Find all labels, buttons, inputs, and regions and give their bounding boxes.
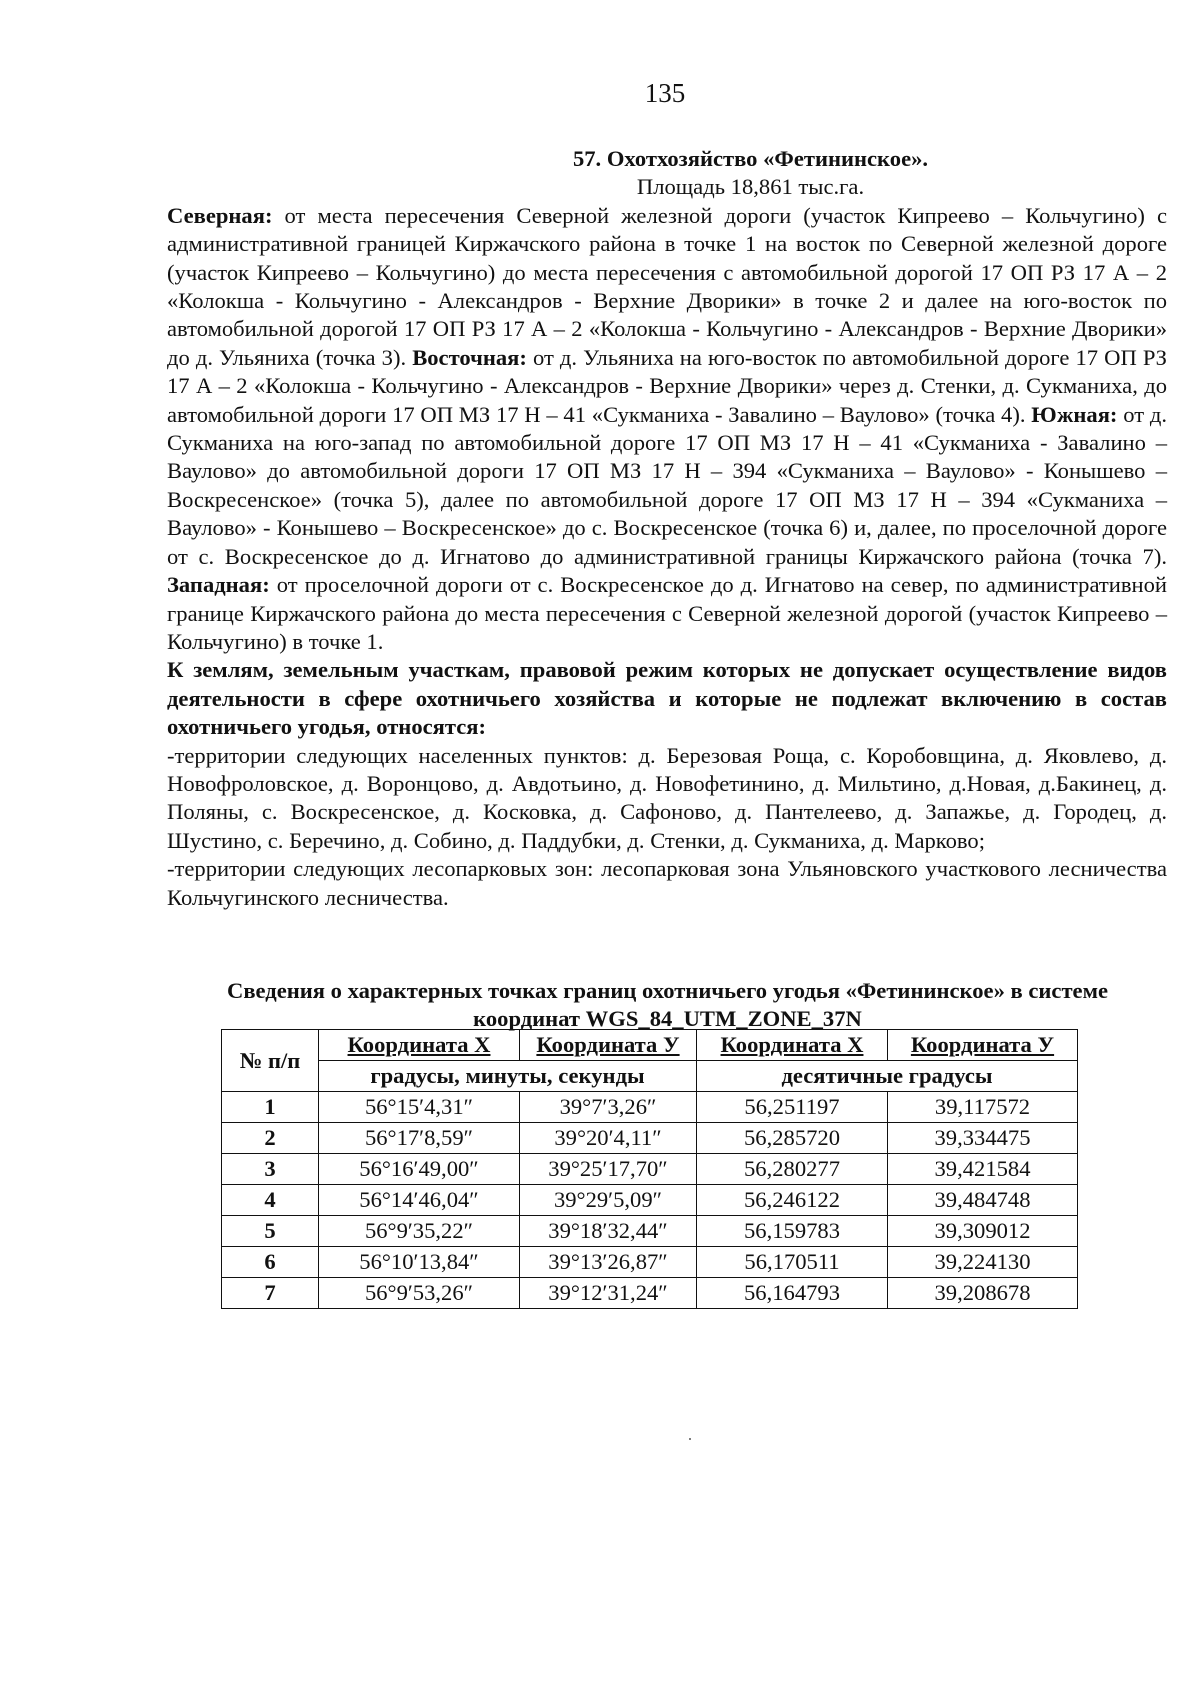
table-row bbox=[222, 1278, 1078, 1309]
row-number-cell: 4 bbox=[222, 1185, 319, 1216]
document-body bbox=[167, 145, 1167, 912]
coordinate-cell: 56°14′46,04″ bbox=[319, 1185, 520, 1216]
coordinate-cell: 39,208678 bbox=[888, 1278, 1078, 1309]
table-title-line2: координат WGS_84_UTM_ZONE_37N bbox=[473, 1006, 862, 1031]
table-row bbox=[222, 1216, 1078, 1247]
table-row bbox=[222, 1154, 1078, 1185]
coordinate-cell: 56°10′13,84″ bbox=[319, 1247, 520, 1278]
north-text: от места пересечения Северной железной дороги (участок Кипреево – Кольчугино) с административной границей Киржачского района в точке 1 на восток по Северной железной дороге (участок Кипреево – Кольчугино) до места пересечения с автомобильной дорогой 17 ОП РЗ 17 А – 2 «Колокша - Кольчугино - Александров - Верхние Дворики» в точке 2 и далее на юго-восток по автомобильной дорогой 17 ОП РЗ 17 А – 2 «Колокша - Кольчугино - Александров - Верхние Дворики» до д. Ульяниха (точка 3). bbox=[167, 202, 1167, 370]
section-title: 57. Охотхозяйство «Фетининское». bbox=[572, 146, 929, 171]
table-header-row bbox=[222, 1030, 1078, 1061]
coordinates-table bbox=[221, 1029, 1078, 1309]
header-y-dms: Координата У bbox=[520, 1030, 697, 1061]
speck bbox=[689, 1438, 691, 1440]
coordinate-cell: 39°20′4,11″ bbox=[520, 1123, 697, 1154]
header-x-dms: Координата X bbox=[319, 1030, 520, 1061]
table-body bbox=[222, 1092, 1078, 1309]
subheader-dec: десятичные градусы bbox=[697, 1061, 1078, 1092]
row-number-cell: 7 bbox=[222, 1278, 319, 1309]
boundary-description bbox=[167, 202, 1167, 657]
settlements-paragraph: -территории следующих населенных пунктов: д. Березовая Роща, с. Коробовщина, д. Яковлево, д. Новофроловское, д. Воронцово, д. Авдотьино, д. Новофетинино, д. Мильтино, д.Новая, д.Бакинец, д. Поляны, с. Воскресенское, д. Косковка, д. Сафоново, д. Пантелеево, д. Запажье, д. Городец, д. Шустино, с. Беречино, д. Собино, д. Паддубки, д. Стенки, д. Сукманиха, д. Марково; bbox=[167, 742, 1167, 853]
east-text: от д. Ульяниха на юго-восток по автомобильной дороге 17 ОП РЗ 17 А – 2 «Колокша - Кольчугино - Александров - Верхние Дворики» через д. Стенки, д. Сукманиха, до автомобильной дороги 17 ОП МЗ 17 Н – 41 «Сукманиха - Завалино – Ваулово» (точка 4). bbox=[167, 344, 1167, 427]
coordinate-cell: 56°16′49,00″ bbox=[319, 1154, 520, 1185]
table-subheader-row bbox=[222, 1061, 1078, 1092]
area-subtitle: Площадь 18,861 тыс.га. bbox=[636, 174, 865, 200]
south-text: от д. Сукманиха на юго-запад по автомобильной дороге 17 ОП МЗ 17 Н – 41 «Сукманиха - Завалино – Ваулово» до автомобильной дороги 17 ОП МЗ 17 Н – 394 «Сукманиха – Ваулово» - Конышево – Воскресенское» (точка 5), далее по автомобильной дороге 17 ОП МЗ 17 Н – 394 «Сукманиха – Ваулово» - Конышево – Воскресенское» до с. Воскресенское (точка 6) и, далее, по проселочной дороге от с. Воскресенское до д. Игнатово до административной границы Киржачского района (точка 7). bbox=[167, 401, 1167, 569]
west-label: Западная: bbox=[167, 572, 270, 598]
table-row bbox=[222, 1247, 1078, 1278]
coordinate-cell: 39,421584 bbox=[888, 1154, 1078, 1185]
coordinate-cell: 56,246122 bbox=[697, 1185, 888, 1216]
table-row bbox=[222, 1123, 1078, 1154]
coordinate-cell: 56°9′35,22″ bbox=[319, 1216, 520, 1247]
coordinate-cell: 56°17′8,59″ bbox=[319, 1123, 520, 1154]
row-number-cell: 1 bbox=[222, 1092, 319, 1123]
coordinate-cell: 56°15′4,31″ bbox=[319, 1092, 520, 1123]
coordinate-cell: 39°13′26,87″ bbox=[520, 1247, 697, 1278]
row-number-cell: 2 bbox=[222, 1123, 319, 1154]
south-label: Южная: bbox=[1031, 401, 1118, 427]
table-row bbox=[222, 1185, 1078, 1216]
coordinate-cell: 39,117572 bbox=[888, 1092, 1078, 1123]
coordinate-cell: 39,334475 bbox=[888, 1123, 1078, 1154]
header-number: № п/п bbox=[222, 1030, 319, 1092]
subheader-dms: градусы, минуты, секунды bbox=[319, 1061, 697, 1092]
row-number-cell: 3 bbox=[222, 1154, 319, 1185]
coordinate-cell: 39,484748 bbox=[888, 1185, 1078, 1216]
restrictions-heading: К землям, земельным участкам, правовой режим которых не допускает осуществление видов деятельности в сфере охотничьего хозяйства и которые не подлежат включению в состав охотничьего угодья, относятся: bbox=[167, 657, 1167, 740]
coordinate-cell: 56,170511 bbox=[697, 1247, 888, 1278]
forest-paragraph: -территории следующих лесопарковых зон: лесопарковая зона Ульяновского участкового лесничества Кольчугинского лесничества. bbox=[167, 856, 1167, 910]
coordinate-cell: 56,251197 bbox=[697, 1092, 888, 1123]
header-y-dec: Координата У bbox=[888, 1030, 1078, 1061]
coordinate-cell: 39,224130 bbox=[888, 1247, 1078, 1278]
coordinate-cell: 39°7′3,26″ bbox=[520, 1092, 697, 1123]
coordinate-cell: 56,164793 bbox=[697, 1278, 888, 1309]
table-title bbox=[160, 977, 1175, 1033]
coordinate-cell: 39°25′17,70″ bbox=[520, 1154, 697, 1185]
coordinate-cell: 39,309012 bbox=[888, 1216, 1078, 1247]
row-number-cell: 6 bbox=[222, 1247, 319, 1278]
coordinate-cell: 56,280277 bbox=[697, 1154, 888, 1185]
page-number: 135 bbox=[644, 78, 686, 108]
coordinate-cell: 39°29′5,09″ bbox=[520, 1185, 697, 1216]
coordinate-cell: 39°18′32,44″ bbox=[520, 1216, 697, 1247]
north-label: Северная: bbox=[167, 202, 273, 228]
header-x-dec: Координата X bbox=[697, 1030, 888, 1061]
west-text: от проселочной дороги от с. Воскресенское до д. Игнатово на север, по административной границе Киржачского района до места пересечения с Северной железной дорогой (участок Кипреево – Кольчугино) в точке 1. bbox=[167, 572, 1167, 654]
coordinate-cell: 56,159783 bbox=[697, 1216, 888, 1247]
coordinate-cell: 56,285720 bbox=[697, 1123, 888, 1154]
row-number-cell: 5 bbox=[222, 1216, 319, 1247]
east-label: Восточная: bbox=[412, 344, 527, 370]
coordinate-cell: 56°9′53,26″ bbox=[319, 1278, 520, 1309]
table-row bbox=[222, 1092, 1078, 1123]
table-title-line1: Сведения о характерных точках границ охотничьего угодья «Фетининское» в системе bbox=[227, 978, 1108, 1003]
coordinate-cell: 39°12′31,24″ bbox=[520, 1278, 697, 1309]
